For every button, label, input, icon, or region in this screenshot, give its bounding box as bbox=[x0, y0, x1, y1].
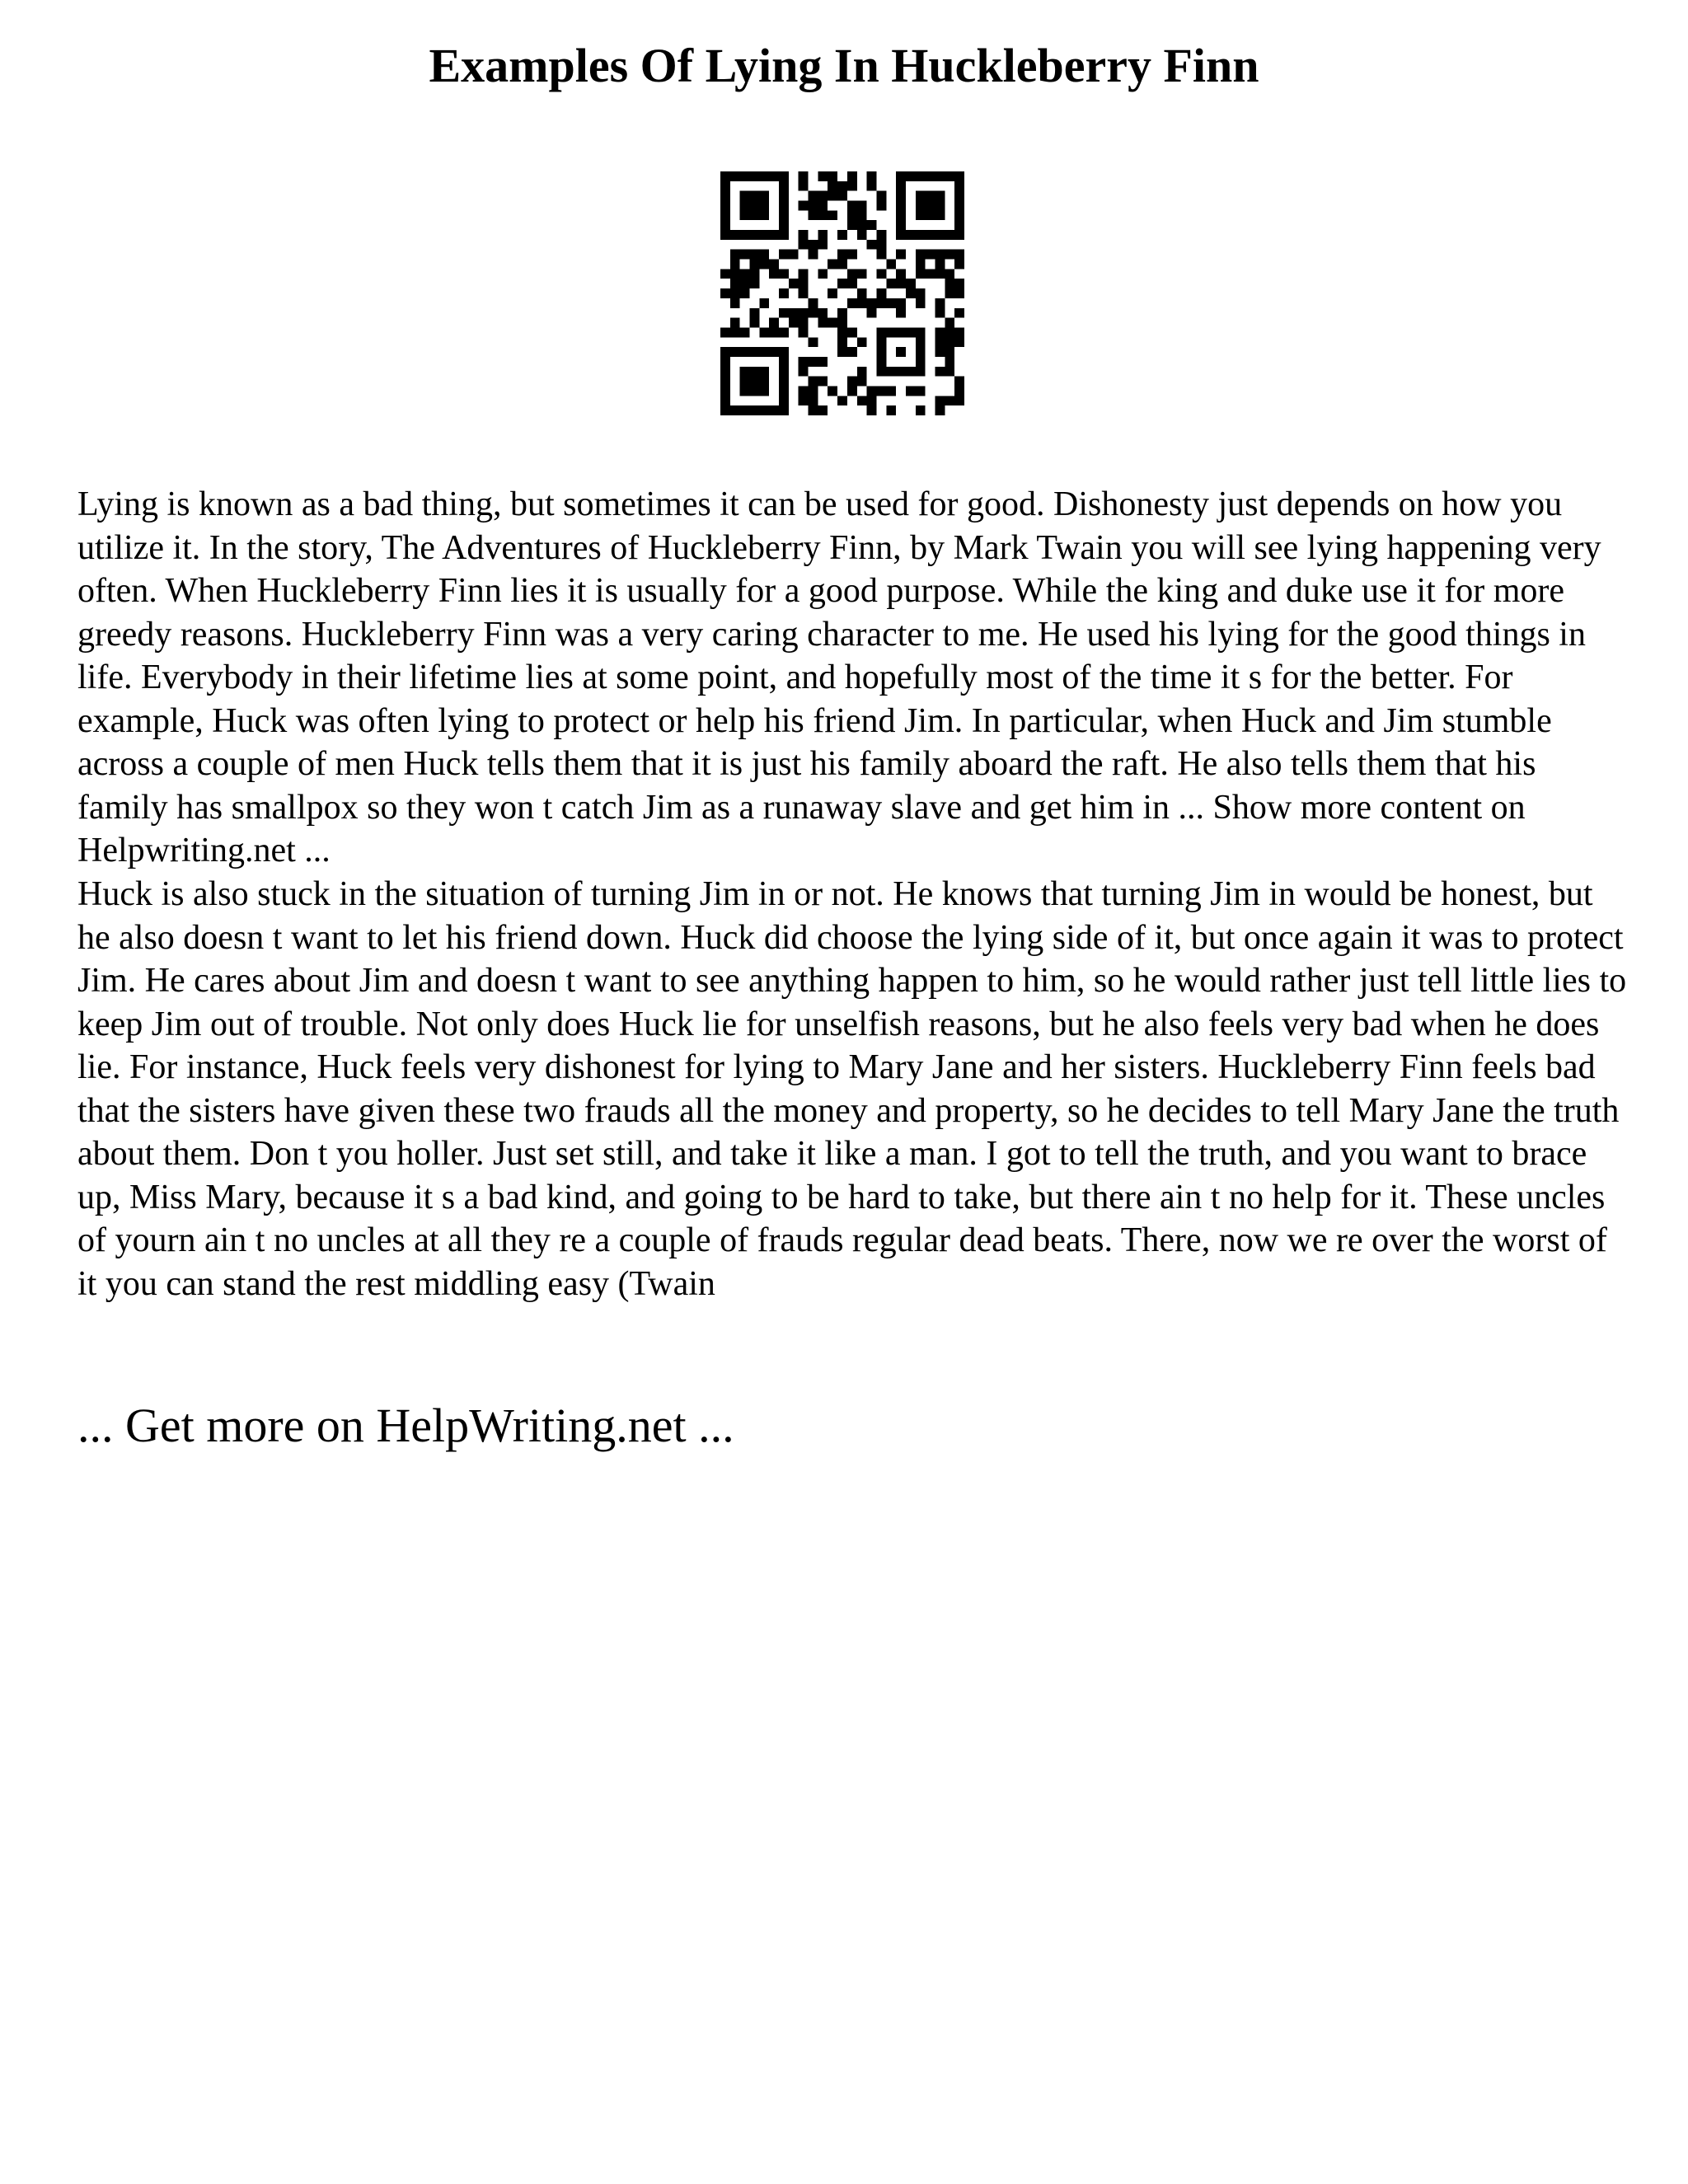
qr-code-icon[interactable] bbox=[720, 171, 964, 415]
body-paragraph-1: Lying is known as a bad thing, but sometimes it can be used for good. Dishonesty just depends on how you utilize it. In the story, The Adventures of Huckleberry Finn, by Mark Twain you will see lying happening very often. When Huckleberry Finn lies it is usually for a good purpose. While the king and duke use it for more greedy reasons. Huckleberry Finn was a very caring character to me. He used his lying for the good things in life. Everybody in their lifetime lies at some point, and hopefully most of the time it s for the better. For example, Huck was often lying to protect or help his friend Jim. In particular, when Huck and Jim stumble across a couple of men Huck tells them that it is just his family aboard the raft. He also tells them that his family has smallpox so they won t catch Jim as a runaway slave and get him in ... Show more content on Helpwriting.net ... bbox=[77, 485, 1601, 869]
get-more-link[interactable]: ... Get more on HelpWriting.net ... bbox=[77, 1399, 734, 1452]
body-paragraph-2: Huck is also stuck in the situation of turning Jim in or not. He knows that turning Jim in would be honest, but he also doesn t want to let his friend down. Huck did choose the lying side of it, but once again it was to protect Jim. He cares about Jim and doesn t want to see anything happen to him, so he would rather just tell little lies to keep Jim out of trouble. Not only does Huck lie for unselfish reasons, but he also feels very bad when he does lie. For instance, Huck feels very dishonest for lying to Mary Jane and her sisters. Huckleberry Finn feels bad that the sisters have given these two frauds all the money and property, so he decides to tell Mary Jane the truth about them. Don t you holler. Just set still, and take it like a man. I got to tell the truth, and you want to brace up, Miss Mary, because it s a bad kind, and going to be hard to take, but there ain t no help for it. These uncles of yourn ain t no uncles at all they re a couple of frauds regular dead beats. There, now we re over the worst of it you can stand the rest middling easy (Twain bbox=[77, 875, 1627, 1303]
document-title: Examples Of Lying In Huckleberry Finn bbox=[429, 39, 1259, 92]
